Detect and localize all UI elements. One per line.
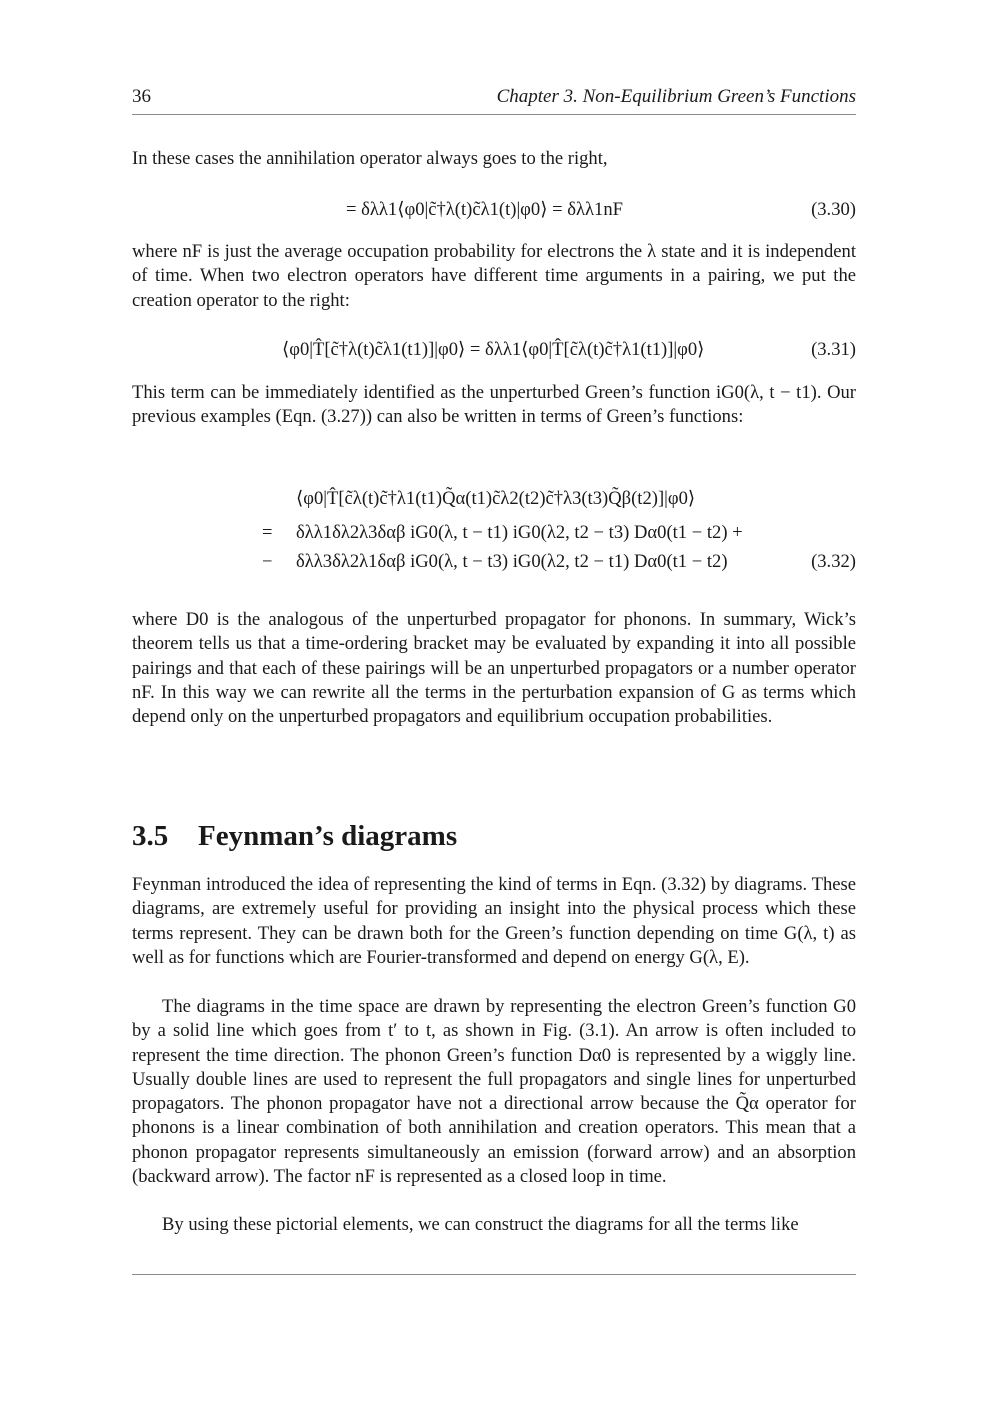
section-number: 3.5	[132, 820, 169, 852]
paragraph-occupation: where nF is just the average occupation probability for electrons the λ state and it is independent of time. When two electron operators have different time arguments in a pairing, we put the creation operator to the right:	[132, 241, 856, 311]
equation-3-32-equals-sign: =	[262, 522, 273, 543]
chapter-title: Chapter 3. Non-Equilibrium Green’s Functions	[496, 86, 856, 107]
equation-3-32-line1: ⟨φ0|T̂[c̃λ(t)c̃†λ1(t1)Q̃α(t1)c̃λ2(t2)c̃†λ3(t3)Q̃β(t2)]|φ0⟩	[296, 488, 696, 509]
section-title: Feynman’s diagrams	[198, 820, 458, 852]
equation-number-3-30: (3.30)	[811, 199, 856, 220]
equation-number-3-31: (3.31)	[811, 339, 856, 360]
paragraph-wicks-theorem: where D0 is the analogous of the unperturbed propagator for phonons. In summary, Wick’s theorem tells us that a time-ordering bracket may be evaluated by expanding it into all possible pairings and that each of these pairings will be an unperturbed propagators or a number operator nF. In this way we can rewrite all the terms in the perturbation expansion of G as terms which depend only on the unperturbed propagators and equilibrium occupation probabilities.	[132, 609, 856, 728]
equation-3-30: = δλλ1⟨φ0|c̃†λ(t)c̃λ1(t)|φ0⟩ = δλλ1nF	[346, 199, 623, 220]
footer-rule	[132, 1274, 856, 1275]
equation-3-32-minus-sign: −	[262, 551, 273, 572]
equation-number-3-32: (3.32)	[811, 551, 856, 572]
equation-3-32-line3: δλλ3δλ2λ1δαβ iG0(λ, t − t3) iG0(λ2, t2 − t1) Dα0(t1 − t2)	[296, 551, 728, 572]
section-heading	[132, 818, 856, 854]
paragraph-feynman-intro: Feynman introduced the idea of representing the kind of terms in Eqn. (3.32) by diagrams. These diagrams, are extremely useful for providing an insight into the physical process which these terms represent. They can be drawn both for the Green’s function depending on time G(λ, t) as well as for functions which are Fourier-transformed and depend on energy G(λ, E).	[132, 874, 856, 968]
equation-3-31: ⟨φ0|T̂[c̃†λ(t)c̃λ1(t1)]|φ0⟩ = δλλ1⟨φ0|T̂[c̃λ(t)c̃†λ1(t1)]|φ0⟩	[282, 339, 705, 360]
equation-3-32-line2: δλλ1δλ2λ3δαβ iG0(λ, t − t1) iG0(λ2, t2 − t3) Dα0(t1 − t2) +	[296, 522, 743, 543]
paragraph-intro: In these cases the annihilation operator always goes to the right,	[132, 148, 608, 169]
paragraph-diagram-elements: The diagrams in the time space are drawn by representing the electron Green’s function G0 by a solid line which goes from t′ to t, as shown in Fig. (3.1). An arrow is often included to represent the time direction. The phonon Green’s function Dα0 is represented by a wiggly line. Usually double lines are used to represent the full propagators and single lines for unperturbed propagators. The phonon propagator have not a directional arrow because the Q̃α operator for phonons is a linear combination of both annihilation and creation operators. This mean that a phonon propagator represents simultaneously an emission (forward arrow) and an absorption (backward arrow). The factor nF is represented as a closed loop in time.	[132, 996, 856, 1188]
paragraph-greens-function: This term can be immediately identified as the unperturbed Green’s function iG0(λ, t − t1). Our previous examples (Eqn. (3.27)) can also be written in terms of Green’s functions:	[132, 382, 856, 428]
paragraph-pictorial-elements: By using these pictorial elements, we can construct the diagrams for all the terms like	[162, 1214, 799, 1235]
page-number: 36	[132, 86, 151, 107]
running-header	[132, 86, 856, 115]
